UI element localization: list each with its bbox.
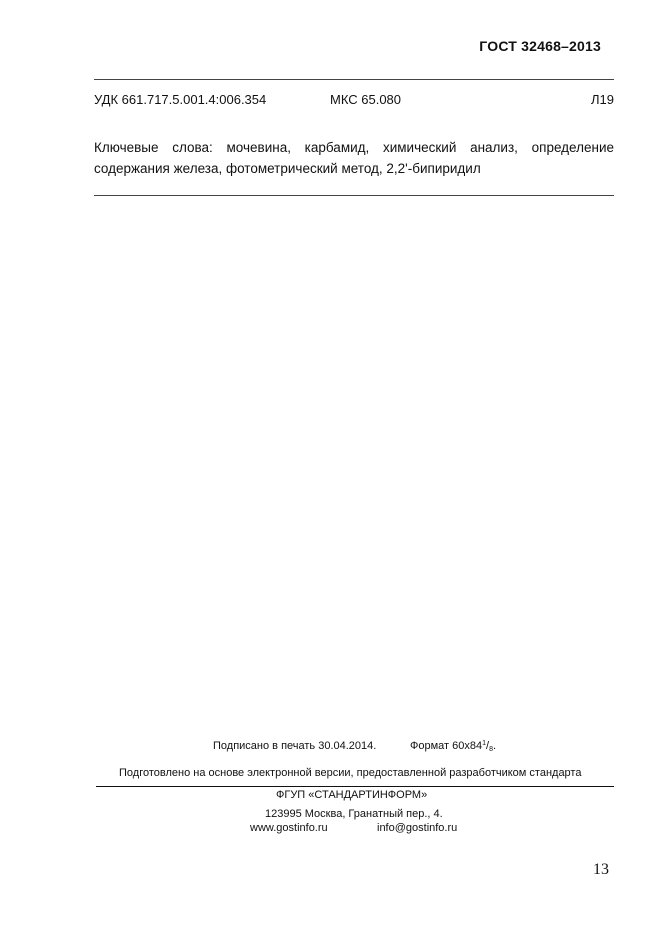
page-number: 13 <box>593 861 609 878</box>
keywords-block <box>94 137 614 179</box>
format-label: Формат 60x84 <box>410 740 483 752</box>
signed-date: Подписано в печать 30.04.2014. <box>213 740 377 752</box>
udc-code: УДК 661.717.5.001.4:006.354 <box>94 92 267 107</box>
standard-designation: ГОСТ 32468–2013 <box>479 38 601 54</box>
email-link: info@gostinfo.ru <box>377 822 458 834</box>
format-numerator: 1 <box>482 740 487 747</box>
publisher-address: 123995 Москва, Гранатный пер., 4. <box>265 808 443 820</box>
keywords-line-1: Ключевые слова: мочевина, карбамид, химический анализ, определение <box>94 140 614 155</box>
prepared-note: Подготовлено на основе электронной версии, предоставленной разработчиком стандарта <box>119 767 582 779</box>
classification-row <box>94 92 614 110</box>
mks-code: МКС 65.080 <box>330 92 402 107</box>
imprint-divider <box>96 786 614 787</box>
keywords-line-2: содержания железа, фотометрический метод, 2,2'-бипиридил <box>94 161 481 176</box>
website-link: www.gostinfo.ru <box>250 822 328 834</box>
keywords-divider <box>94 195 614 196</box>
format-denominator: 8 <box>489 746 493 753</box>
category-code: Л19 <box>591 92 614 107</box>
top-divider <box>94 79 614 80</box>
paper-format: Формат $60x84^1/_8$. <box>410 740 497 753</box>
format-end: . <box>492 740 497 752</box>
publisher-name: ФГУП «СТАНДАРТИНФОРМ» <box>276 789 428 801</box>
